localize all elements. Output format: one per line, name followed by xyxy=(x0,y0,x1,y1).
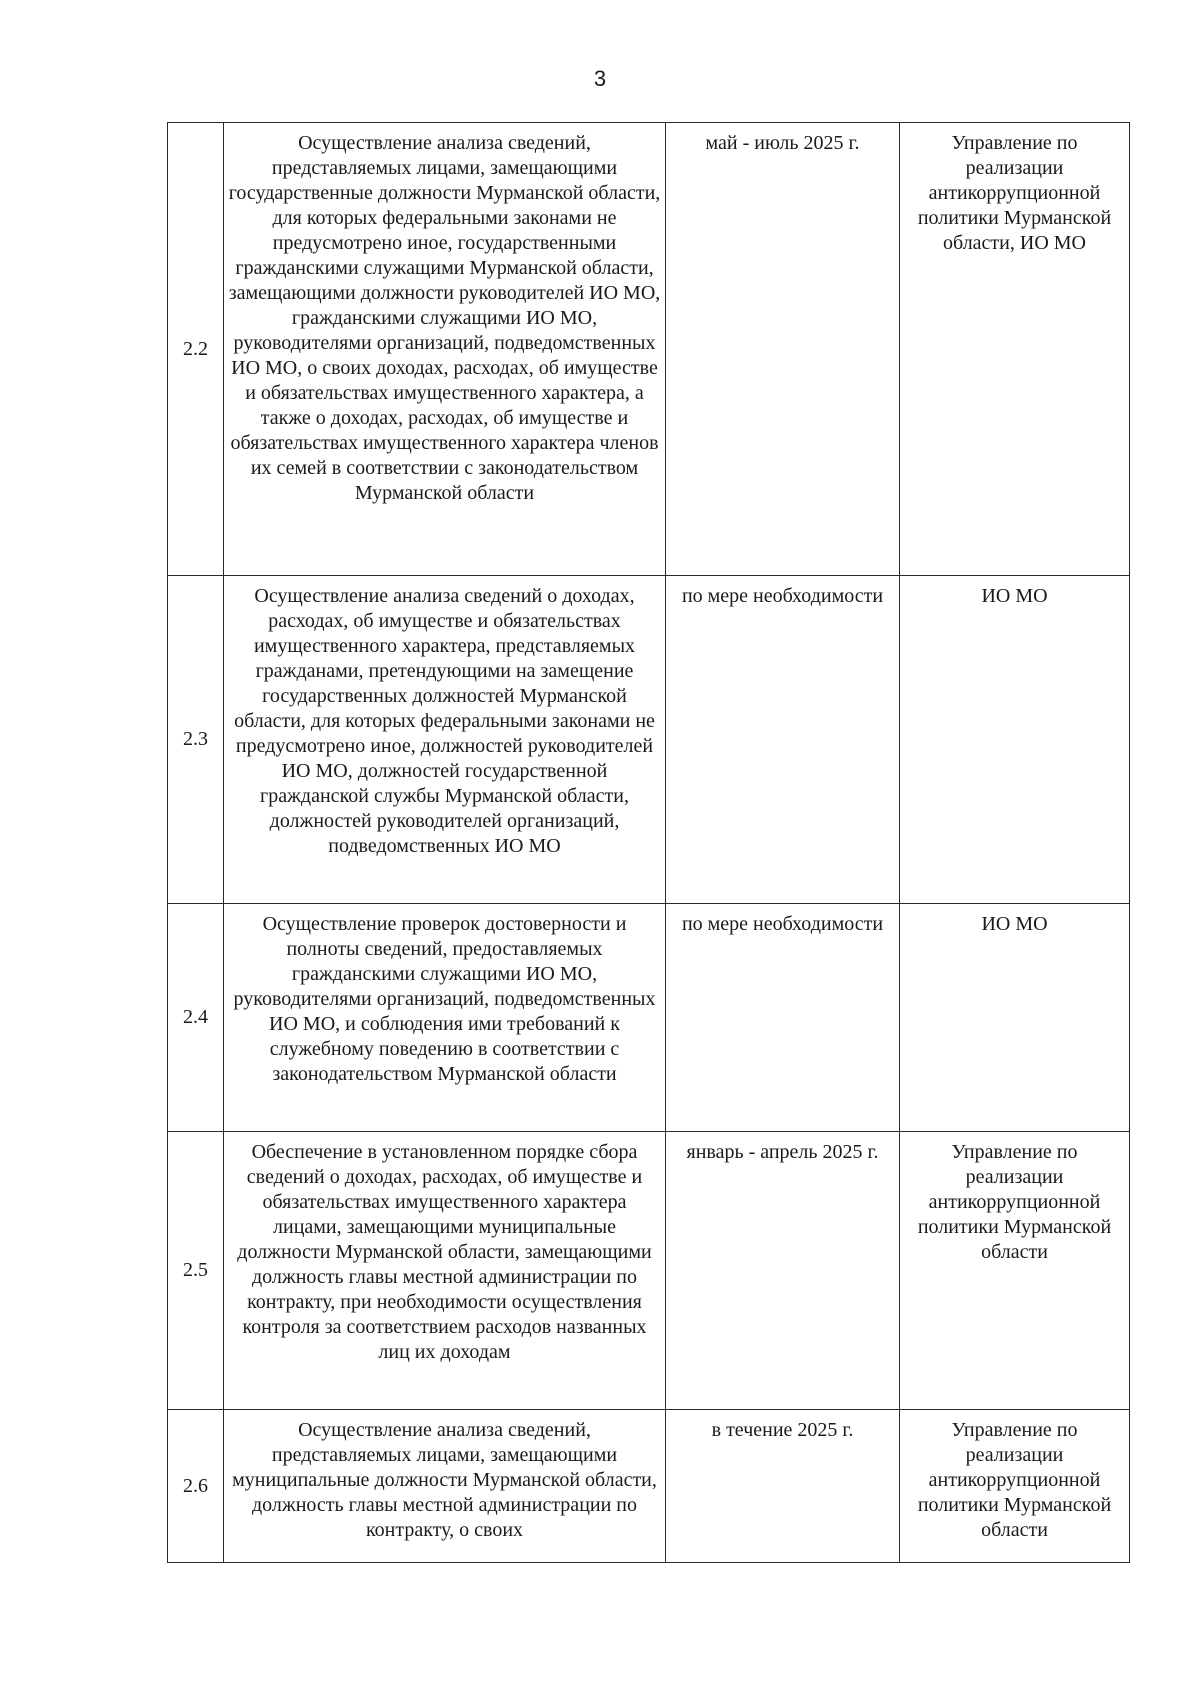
row-description: Осуществление анализа сведений, представляемых лицами, замещающими государственные должности Мурманской области, для которых федеральными законами не предусмотрено иное, государственными гражданскими служащими Мурманской области, замещающими должности руководителей ИО МО, гражданскими служащими ИО МО, руководителями организаций, подведомственных ИО МО, о своих доходах, расходах, об имуществе и обязательствах имущественного характера, а также о доходах, расходах, об имуществе и обязательствах имущественного характера членов их семей в соответствии с законодательством Мурманской области xyxy=(224,123,666,576)
row-description: Обеспечение в установленном порядке сбора сведений о доходах, расходах, об имуществе и обязательствах имущественного характера лицами, замещающими муниципальные должности Мурманской области, замещающими должность главы местной администрации по контракту, при необходимости осуществления контроля за соответствием расходов названных лиц их доходам xyxy=(224,1132,666,1410)
row-description: Осуществление анализа сведений о доходах, расходах, об имуществе и обязательствах имущественного характера, представляемых гражданами, претендующими на замещение государственных должностей Мурманской области, для которых федеральными законами не предусмотрено иное, должностей руководителей ИО МО, должностей государственной гражданской службы Мурманской области, должностей руководителей организаций, подведомственных ИО МО xyxy=(224,576,666,904)
row-term: по мере необходимости xyxy=(666,904,900,1132)
row-responsible: ИО МО xyxy=(900,576,1130,904)
table-row xyxy=(168,123,1130,576)
row-responsible: Управление по реализации антикоррупционной политики Мурманской области, ИО МО xyxy=(900,123,1130,576)
row-responsible: ИО МО xyxy=(900,904,1130,1132)
row-number: 2.4 xyxy=(168,904,224,1132)
table-row xyxy=(168,1410,1130,1563)
row-description: Осуществление проверок достоверности и полноты сведений, предоставляемых гражданскими служащими ИО МО, руководителями организаций, подведомственных ИО МО, и соблюдения ими требований к служебному поведению в соответствии с законодательством Мурманской области xyxy=(224,904,666,1132)
action-plan-table xyxy=(167,122,1130,1563)
table-row xyxy=(168,1132,1130,1410)
row-number: 2.5 xyxy=(168,1132,224,1410)
row-number: 2.2 xyxy=(168,123,224,576)
row-responsible: Управление по реализации антикоррупционной политики Мурманской области xyxy=(900,1410,1130,1563)
row-term: январь - апрель 2025 г. xyxy=(666,1132,900,1410)
row-number: 2.6 xyxy=(168,1410,224,1563)
table-row xyxy=(168,904,1130,1132)
row-description: Осуществление анализа сведений, представляемых лицами, замещающими муниципальные должности Мурманской области, должность главы местной администрации по контракту, о своих xyxy=(224,1410,666,1563)
row-term: май - июль 2025 г. xyxy=(666,123,900,576)
row-responsible: Управление по реализации антикоррупционной политики Мурманской области xyxy=(900,1132,1130,1410)
table-row xyxy=(168,576,1130,904)
page-number: 3 xyxy=(593,66,607,91)
row-term: в течение 2025 г. xyxy=(666,1410,900,1563)
row-number: 2.3 xyxy=(168,576,224,904)
row-term: по мере необходимости xyxy=(666,576,900,904)
